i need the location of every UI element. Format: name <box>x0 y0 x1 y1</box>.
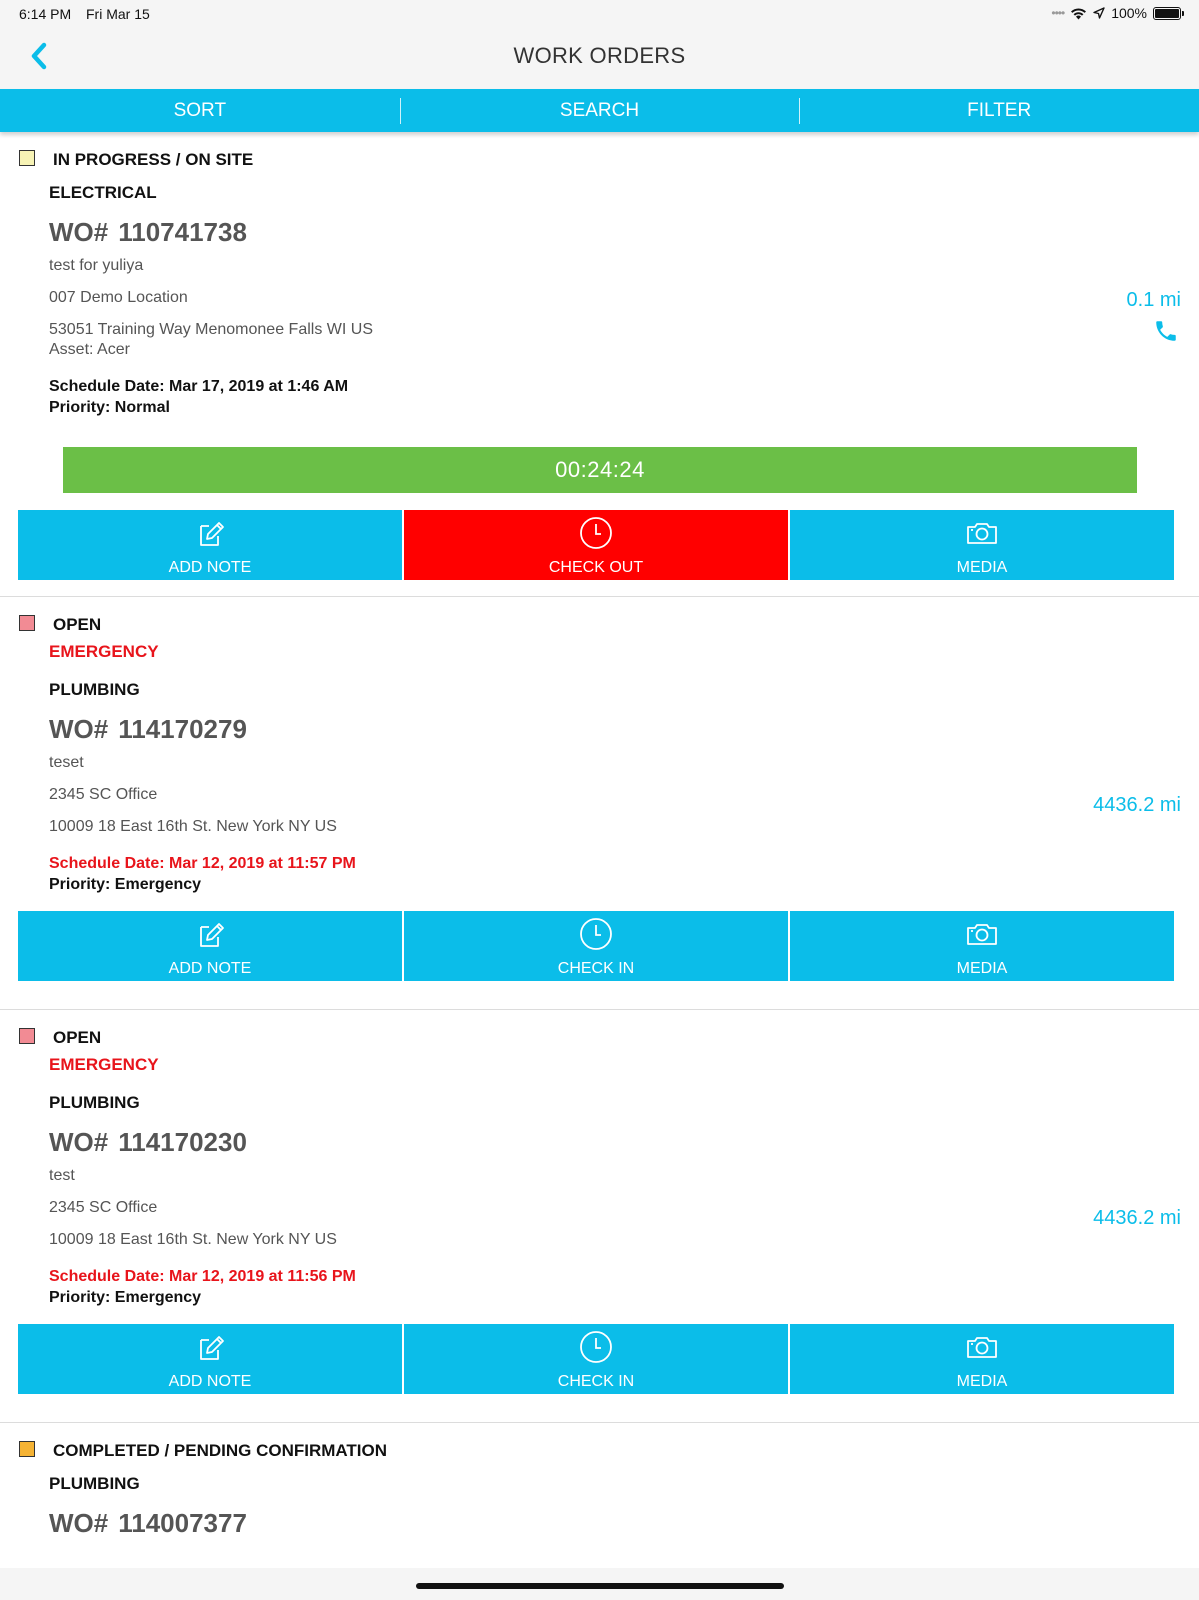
work-order-card[interactable] <box>0 132 1199 597</box>
add-note-label: ADD NOTE <box>168 1373 252 1390</box>
wo-prefix: WO# <box>49 1508 109 1538</box>
elapsed-timer: 00:24:24 <box>63 447 1137 493</box>
schedule-date: Schedule Date: Mar 12, 2019 at 11:57 PM <box>49 855 356 872</box>
add-note-label: ADD NOTE <box>168 960 252 977</box>
status-label: COMPLETED / PENDING CONFIRMATION <box>53 1441 388 1460</box>
filter-tab[interactable]: FILTER <box>799 89 1199 132</box>
work-order-card[interactable] <box>0 597 1199 1010</box>
status-row <box>0 1010 1199 1046</box>
check-out-button[interactable] <box>404 510 788 580</box>
clock-icon <box>579 917 613 951</box>
work-order-number <box>0 714 1199 746</box>
trade-label: PLUMBING <box>49 1474 140 1493</box>
work-order-description: test for yuliya <box>49 257 144 274</box>
address <box>0 320 1199 360</box>
wo-prefix: WO# <box>49 1127 109 1157</box>
trade-label: ELECTRICAL <box>49 183 157 202</box>
work-order-description: test <box>49 1167 75 1184</box>
status-row <box>0 1423 1199 1459</box>
street-address: 53051 Training Way Menomonee Falls WI US <box>49 321 373 338</box>
work-order-description: teset <box>49 754 84 771</box>
battery-percent: 100% <box>1111 5 1147 21</box>
wifi-icon <box>1070 7 1087 20</box>
check-in-button[interactable] <box>404 911 788 981</box>
media-label: MEDIA <box>956 960 1008 977</box>
phone-icon[interactable] <box>1153 318 1179 344</box>
status-color-box <box>19 615 35 631</box>
status-color-box <box>19 1441 35 1457</box>
camera-icon <box>965 917 999 951</box>
wo-prefix: WO# <box>49 714 109 744</box>
wo-number: 114170279 <box>118 714 247 744</box>
edit-note-icon <box>193 917 227 951</box>
nav-bar <box>0 28 1199 89</box>
add-note-button[interactable] <box>18 1324 402 1394</box>
emergency-tag: EMERGENCY <box>49 1055 159 1074</box>
home-indicator-bar <box>0 1568 1199 1600</box>
check-in-label: CHECK IN <box>557 960 635 977</box>
schedule-date: Schedule Date: Mar 17, 2019 at 1:46 AM <box>49 378 349 395</box>
action-buttons <box>18 911 1174 981</box>
schedule-date: Schedule Date: Mar 12, 2019 at 11:56 PM <box>49 1268 356 1285</box>
schedule-block <box>0 853 1199 895</box>
wo-number: 110741738 <box>118 217 247 247</box>
distance-label: 4436.2 mi <box>1093 794 1181 816</box>
distance-label: 4436.2 mi <box>1093 1207 1181 1229</box>
edit-note-icon <box>193 516 227 550</box>
media-button[interactable] <box>790 911 1174 981</box>
battery-icon <box>1153 7 1181 20</box>
media-button[interactable] <box>790 510 1174 580</box>
check-in-button[interactable] <box>404 1324 788 1394</box>
location-name: 2345 SC Office <box>49 786 158 803</box>
check-in-label: CHECK IN <box>557 1373 635 1390</box>
signal-dots: •••• <box>1051 6 1065 20</box>
action-buttons <box>18 1324 1174 1394</box>
location-arrow-icon <box>1093 7 1105 19</box>
status-label: OPEN <box>53 615 102 634</box>
priority: Priority: Normal <box>49 399 170 416</box>
wo-number: 114007377 <box>118 1508 247 1538</box>
work-order-number <box>0 217 1199 249</box>
status-color-box <box>19 1028 35 1044</box>
clock-icon <box>579 1330 613 1364</box>
work-order-list <box>0 132 1199 1568</box>
work-order-card[interactable] <box>0 1423 1199 1563</box>
schedule-block <box>0 376 1199 418</box>
address <box>0 817 1199 837</box>
work-order-card[interactable] <box>0 1010 1199 1423</box>
status-time: 6:14 PM <box>19 6 72 22</box>
status-bar <box>0 0 1199 28</box>
sort-tab[interactable]: SORT <box>173 100 227 121</box>
edit-note-icon <box>193 1330 227 1364</box>
location-name: 007 Demo Location <box>49 289 188 306</box>
clock-icon <box>579 516 613 550</box>
address <box>0 1230 1199 1250</box>
status-date: Fri Mar 15 <box>86 6 150 22</box>
status-indicators <box>1051 5 1181 21</box>
wo-number: 114170230 <box>118 1127 247 1157</box>
wo-prefix: WO# <box>49 217 109 247</box>
media-label: MEDIA <box>956 559 1008 576</box>
status-label: IN PROGRESS / ON SITE <box>53 150 254 169</box>
asset-label: Asset: Acer <box>49 341 130 358</box>
add-note-button[interactable] <box>18 911 402 981</box>
street-address: 10009 18 East 16th St. New York NY US <box>49 818 337 835</box>
add-note-button[interactable] <box>18 510 402 580</box>
priority: Priority: Emergency <box>49 876 202 893</box>
schedule-block <box>0 1266 1199 1308</box>
status-label: OPEN <box>53 1028 102 1047</box>
priority: Priority: Emergency <box>49 1289 202 1306</box>
work-order-number <box>0 1508 1199 1540</box>
search-tab[interactable]: SEARCH <box>400 89 800 132</box>
check-out-label: CHECK OUT <box>548 559 644 576</box>
camera-icon <box>965 1330 999 1364</box>
media-button[interactable] <box>790 1324 1174 1394</box>
action-buttons <box>18 510 1174 580</box>
status-row <box>0 597 1199 633</box>
trade-label: PLUMBING <box>49 680 140 699</box>
toolbar-tabs <box>0 89 1199 132</box>
trade-label: PLUMBING <box>49 1093 140 1112</box>
distance-label: 0.1 mi <box>1126 289 1181 311</box>
status-color-box <box>19 150 35 166</box>
add-note-label: ADD NOTE <box>168 559 252 576</box>
page-title: WORK ORDERS <box>513 43 686 68</box>
status-row <box>0 132 1199 168</box>
location-name: 2345 SC Office <box>49 1199 158 1216</box>
home-indicator[interactable] <box>416 1583 784 1589</box>
street-address: 10009 18 East 16th St. New York NY US <box>49 1231 337 1248</box>
media-label: MEDIA <box>956 1373 1008 1390</box>
emergency-tag: EMERGENCY <box>49 642 159 661</box>
work-order-number <box>0 1127 1199 1159</box>
camera-icon <box>965 516 999 550</box>
